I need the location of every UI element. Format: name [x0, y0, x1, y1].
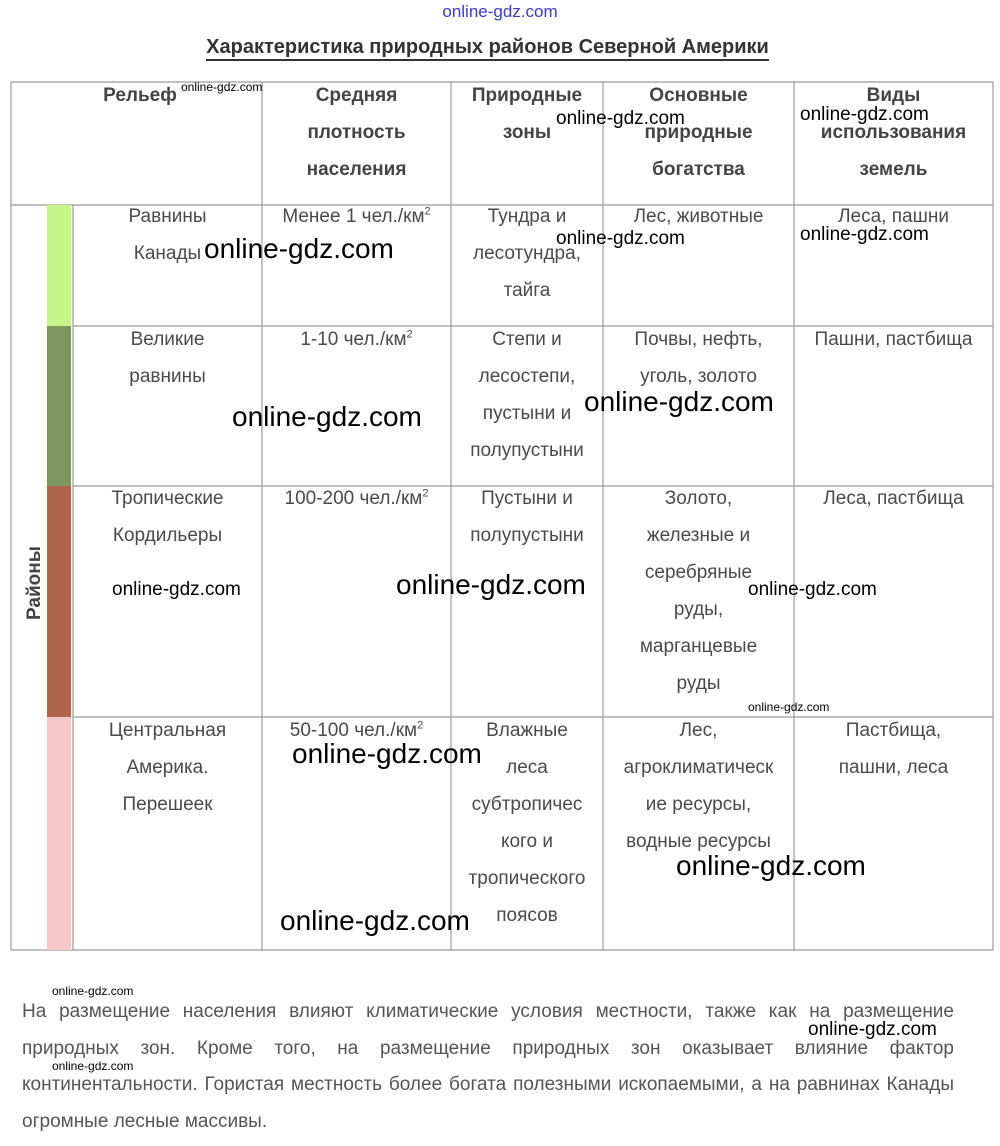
cell-line: руды,: [673, 599, 724, 620]
cell-line: лесотундра,: [473, 243, 581, 264]
cell-zones: [451, 480, 603, 554]
cell-line: полупустыни: [470, 440, 584, 461]
cell-line: тайга: [503, 280, 551, 301]
watermark: online-gdz.com: [748, 579, 877, 600]
cell-density: 1-10 $чел./км^2$: [300, 328, 413, 350]
cell-line: Лес,: [679, 720, 718, 741]
cell-land-use: [794, 480, 993, 517]
cell-line: Виды: [866, 85, 921, 106]
cell-line: Равнины: [128, 206, 207, 227]
watermark: online-gdz.com: [396, 569, 586, 600]
cell-line: Влажные: [486, 720, 568, 741]
cell-line: пустыни и: [482, 403, 572, 424]
watermark: online-gdz.com: [280, 905, 470, 936]
cell-line: агроклиматическ: [623, 757, 774, 778]
cell-land-use: [794, 321, 993, 358]
cell-line: Канады: [133, 243, 202, 264]
header-resources: [603, 77, 794, 188]
cell-line: Золото,: [664, 488, 733, 509]
region-stripe-central-america: [47, 717, 71, 950]
cell-line: полупустыни: [470, 525, 584, 546]
cell-line: Средняя: [315, 85, 398, 106]
cell-line: Великие: [130, 329, 205, 350]
cell-line: Америка.: [126, 757, 209, 778]
watermark: online-gdz.com: [204, 233, 394, 264]
summary-paragraph: На размещение населения влияют климатические условия местности, также как на размещение природных зон. Кроме того, на размещение природных зон оказывает влияние фактор континентальности. Гористая местность более богата полезными ископаемыми, а на равнинах Канады огромные лесные массивы.: [22, 1001, 954, 1132]
cell-line: Тундра и: [487, 206, 567, 227]
cell-line: Основные: [649, 85, 748, 106]
watermark: online-gdz.com: [584, 386, 774, 417]
cell-density: 100-200 $чел./км^2$: [284, 487, 429, 509]
page-title: Характеристика природных районов Северной Америки: [0, 36, 975, 59]
watermark: online-gdz.com: [232, 401, 422, 432]
header-density: [262, 77, 451, 188]
watermark: online-gdz.com: [112, 579, 241, 600]
cell-line: населения: [306, 159, 407, 180]
watermark: online-gdz.com: [556, 108, 685, 129]
cell-line: Почвы, нефть,: [634, 329, 763, 350]
region-stripe-cordillera: [47, 486, 71, 717]
row-group-label: Районы: [24, 546, 45, 620]
cell-density: Менее 1 $чел./км^2$: [282, 205, 431, 227]
cell-line: уголь, золото: [640, 366, 757, 387]
watermark: online-gdz.com: [800, 104, 929, 125]
cell-line: Природные: [471, 85, 583, 106]
cell-line: Степи и: [492, 329, 562, 350]
cell-line: Рельеф: [103, 85, 177, 106]
watermark: online-gdz.com: [800, 224, 929, 245]
region-stripe-canada: [47, 205, 71, 326]
cell-line: использования: [820, 122, 967, 143]
watermark: online-gdz.com: [556, 228, 685, 249]
cell-line: Пастбища,: [845, 720, 942, 741]
cell-line: ие ресурсы,: [645, 794, 752, 815]
cell-relief: [73, 321, 262, 395]
cell-line: руды: [676, 673, 721, 694]
watermark: online-gdz.com: [676, 850, 866, 881]
cell-line: Кордильеры: [112, 525, 223, 546]
watermark: online-gdz.com: [808, 1019, 937, 1040]
cell-land-use: [794, 712, 993, 786]
cell-line: Леса, пашни: [838, 206, 949, 227]
cell-line: Лес, животные: [633, 206, 764, 227]
watermark: online-gdz.com: [292, 738, 482, 769]
cell-zones: [451, 321, 603, 469]
cell-line: субтропичес: [471, 794, 583, 815]
cell-line: марганцевые: [639, 636, 758, 657]
watermark: online-gdz.com: [748, 700, 830, 714]
cell-line: богатства: [652, 159, 745, 180]
cell-line: плотность: [307, 122, 406, 143]
cell-line: равнины: [129, 366, 206, 387]
watermark: online-gdz.com: [181, 80, 263, 94]
cell-line: Центральная: [108, 720, 227, 741]
cell-density: 50-100 $чел./км^2$: [289, 719, 424, 741]
cell-line: поясов: [496, 905, 558, 926]
cell-resources: [603, 321, 794, 395]
cell-line: леса: [506, 757, 548, 778]
cell-relief: [73, 480, 262, 554]
cell-line: серебряные: [644, 562, 753, 583]
header-land-use: [794, 77, 993, 188]
cell-line: тропического: [468, 868, 586, 889]
cell-relief: [73, 712, 262, 823]
cell-line: кого и: [500, 831, 554, 852]
cell-line: Перешеек: [122, 794, 213, 815]
watermark: online-gdz.com: [52, 1059, 134, 1073]
cell-line: лесостепи,: [478, 366, 576, 387]
watermark: online-gdz.com: [52, 984, 134, 998]
region-stripe-great-plains: [47, 326, 71, 486]
cell-resources: [603, 712, 794, 860]
cell-line: земель: [859, 159, 928, 180]
cell-line: Пашни, пастбища: [814, 329, 973, 350]
cell-line: природные: [644, 122, 753, 143]
cell-zones: [451, 198, 603, 309]
cell-line: зоны: [502, 122, 552, 143]
cell-line: Леса, пастбища: [823, 488, 964, 509]
cell-line: водные ресурсы: [626, 831, 771, 852]
cell-line: железные и: [646, 525, 751, 546]
cell-line: Пустыни и: [481, 488, 573, 509]
cell-line: Тропические: [111, 488, 224, 509]
cell-line: пашни, леса: [838, 757, 949, 778]
top-watermark: online-gdz.com: [442, 2, 558, 21]
